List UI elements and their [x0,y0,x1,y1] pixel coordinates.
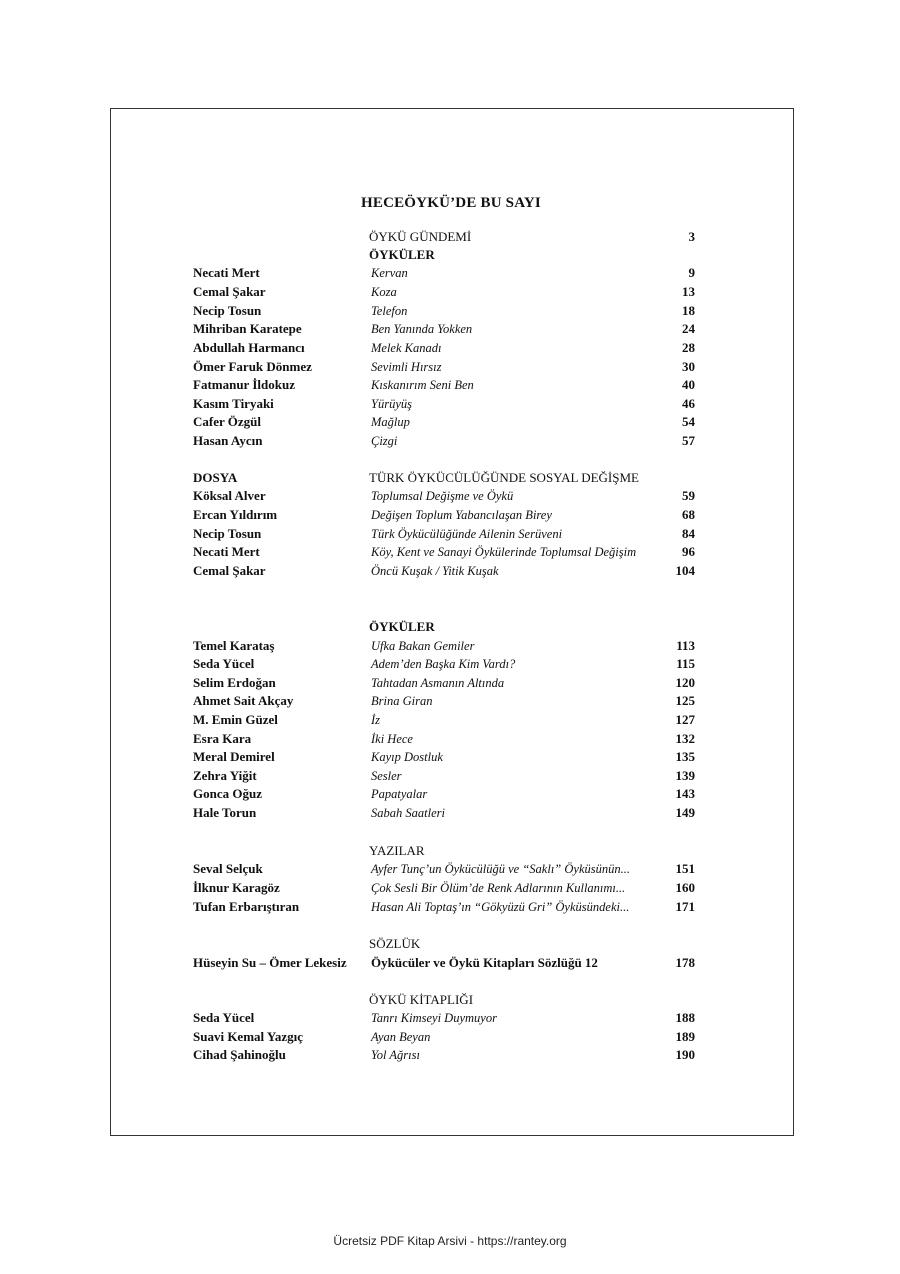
toc-author: Mihriban Karatepe [193,321,302,336]
toc-author: M. Emin Güzel [193,712,278,727]
toc-row [0,1009,900,1027]
toc-author: Cihad Şahinoğlu [193,1047,286,1062]
toc-page-number: 9 [688,265,695,280]
toc-row [0,860,900,878]
toc-title: Yürüyüş [371,397,412,411]
toc-row [0,358,900,376]
toc-page-number: 84 [682,526,695,541]
toc-title: Kayıp Dostluk [371,750,443,764]
toc-page-number: 132 [675,731,695,746]
toc-row [0,692,900,710]
toc-author: Meral Demirel [193,749,275,764]
toc-author: Hüseyin Su – Ömer Lekesiz [193,955,347,970]
toc-row [0,413,900,431]
toc-row [0,246,900,264]
page-title: HECEÖYKÜ’DE BU SAYI [361,195,541,211]
toc-page-number: 18 [682,303,695,318]
toc-author: Hale Torun [193,805,257,820]
toc-title: Ayfer Tunç’un Öykücülüğü ve “Saklı” Öyküsünün... [371,862,630,876]
toc-row [0,991,900,1009]
toc-title: Öykücüler ve Öykü Kitapları Sözlüğü 12 [371,955,598,970]
toc-page-number: 46 [682,396,695,411]
toc-row [0,264,900,282]
toc-page-number: 125 [675,693,695,708]
toc-author: Fatmanur İldokuz [193,377,295,392]
toc-page-number: 96 [682,544,695,559]
toc-row [0,525,900,543]
section-heading: TÜRK ÖYKÜCÜLÜĞÜNDE SOSYAL DEĞİŞME [369,470,639,485]
toc-author: Cemal Şakar [193,563,266,578]
section-heading: SÖZLÜK [369,936,421,951]
toc-row [0,469,900,487]
toc-row [0,1028,900,1046]
toc-title: Sabah Saatleri [371,806,445,820]
toc-author: Köksal Alver [193,488,266,503]
toc-title: İki Hece [371,732,413,746]
toc-title: Adem’den Başka Kim Vardı? [371,657,516,671]
toc-row [0,228,900,246]
toc-row [0,711,900,729]
toc-author: Cemal Şakar [193,284,266,299]
toc-page-number: 68 [682,507,695,522]
toc-page-number: 139 [675,768,695,783]
toc-page-number: 30 [682,359,695,374]
toc-title: Mağlup [371,415,410,429]
section-heading: ÖYKÜ GÜNDEMİ [369,229,472,244]
toc-author: Necip Tosun [193,526,262,541]
toc-author: Hasan Aycın [193,433,263,448]
toc-page-number: 135 [675,749,695,764]
toc-page-number: 13 [682,284,695,299]
toc-title: Çizgi [371,434,398,448]
toc-title: Türk Öykücülüğünde Ailenin Serüveni [371,527,563,541]
toc-title: Tanrı Kimseyi Duymuyor [371,1011,497,1025]
toc-row [0,954,900,972]
toc-title: Sevimli Hırsız [371,360,442,374]
toc-page-number: 143 [675,786,695,801]
toc-row [0,376,900,394]
toc-page-number: 59 [682,488,695,503]
toc-row [0,898,900,916]
toc-page-number: 188 [675,1010,695,1025]
toc-author: Gonca Oğuz [193,786,262,801]
toc-title: Sesler [371,769,402,783]
toc-page-number: 178 [675,955,695,970]
toc-title: Değişen Toplum Yabancılaşan Birey [371,508,552,522]
toc-page-number: 127 [675,712,695,727]
toc-title: Yol Ağrısı [371,1048,420,1062]
toc-page-number: 189 [675,1029,695,1044]
toc-title: Hasan Ali Toptaş’ın “Gökyüzü Gri” Öyküsündeki... [371,900,630,914]
toc-row [0,785,900,803]
toc-title: Tahtadan Asmanın Altında [371,676,505,690]
toc-author: Seval Selçuk [193,861,263,876]
toc-author: Zehra Yiğit [193,768,257,783]
toc-row [0,637,900,655]
toc-row [0,618,900,636]
toc-author: DOSYA [193,470,238,485]
toc-author: Kasım Tiryaki [193,396,274,411]
toc-page-number: 190 [675,1047,695,1062]
toc-row [0,432,900,450]
toc-page-number: 28 [682,340,695,355]
section-heading: ÖYKÜLER [369,619,435,634]
toc-author: İlknur Karagöz [193,880,280,895]
toc-author: Necati Mert [193,544,260,559]
toc-author: Necati Mert [193,265,260,280]
toc-author: Ahmet Sait Akçay [193,693,294,708]
toc-page-number: 113 [676,638,695,653]
footer-text: Ücretsiz PDF Kitap Arsivi - https://rantey.org [333,1234,567,1248]
toc-author: Necip Tosun [193,303,262,318]
toc-page-number: 160 [675,880,695,895]
toc-title: İz [371,713,381,727]
toc-author: Temel Karataş [193,638,275,653]
toc-row [0,804,900,822]
toc-title: Toplumsal Değişme ve Öykü [371,489,514,503]
toc-title: Çok Sesli Bir Ölüm’de Renk Adlarının Kullanımı... [371,881,626,895]
toc-row [0,395,900,413]
toc-title: Telefon [371,304,408,318]
toc-page-number: 171 [675,899,695,914]
toc-author: Ercan Yıldırım [193,507,278,522]
toc-row [0,543,900,561]
toc-row [0,730,900,748]
toc-page-number: 3 [688,229,695,244]
toc-page-number: 54 [682,414,695,429]
toc-row [0,674,900,692]
toc-title: Brina Giran [371,694,433,708]
toc-title: Melek Kanadı [371,341,442,355]
section-heading: YAZILAR [369,843,425,858]
toc-page-number: 115 [676,656,695,671]
toc-page-number: 57 [682,433,695,448]
toc-page-number: 104 [675,563,695,578]
toc-row [0,487,900,505]
toc-page-number: 40 [682,377,695,392]
toc-row [0,320,900,338]
toc-row [0,655,900,673]
toc-title: Kervan [371,266,408,280]
toc-row [0,283,900,301]
toc-row [0,302,900,320]
toc-title: Papatyalar [371,787,428,801]
toc-author: Tufan Erbarıştıran [193,899,300,914]
toc-row [0,935,900,953]
toc-author: Abdullah Harmancı [193,340,305,355]
toc-page-number: 149 [675,805,695,820]
toc-title: Ufka Bakan Gemiler [371,639,475,653]
toc-author: Seda Yücel [193,1010,255,1025]
toc-row [0,767,900,785]
toc-page-number: 120 [675,675,695,690]
toc-row [0,842,900,860]
toc-author: Esra Kara [193,731,252,746]
toc-row [0,339,900,357]
toc-author: Ömer Faruk Dönmez [193,359,312,374]
toc-author: Seda Yücel [193,656,255,671]
section-heading: ÖYKÜ KİTAPLIĞI [369,992,474,1007]
toc-row [0,562,900,580]
toc-author: Cafer Özgül [193,414,261,429]
toc-title: Ben Yanında Yokken [371,322,473,336]
toc-row [0,879,900,897]
toc-page-number: 24 [682,321,695,336]
toc-title: Ayan Beyan [371,1030,431,1044]
toc-row [0,506,900,524]
toc-title: Köy, Kent ve Sanayi Öykülerinde Toplumsal Değişim [371,545,637,559]
toc-page-number: 151 [675,861,695,876]
toc-title: Kıskanırım Seni Ben [371,378,474,392]
toc-row [0,748,900,766]
toc-row [0,1046,900,1064]
toc-author: Selim Erdoğan [193,675,276,690]
toc-author: Suavi Kemal Yazgıç [193,1029,304,1044]
section-heading: ÖYKÜLER [369,247,435,262]
toc-title: Öncü Kuşak / Yitik Kuşak [371,564,499,578]
toc-title: Koza [371,285,397,299]
